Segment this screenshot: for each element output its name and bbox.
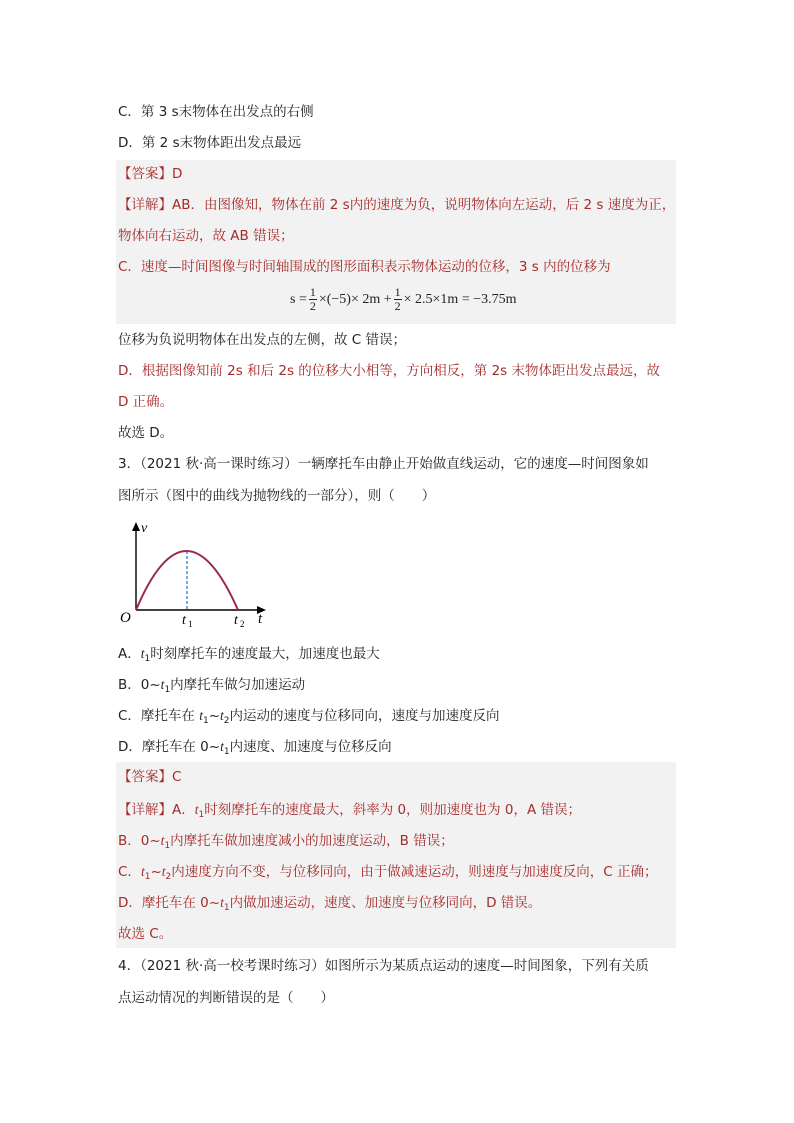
t-label: t (258, 611, 263, 627)
detail-text: AB．由图像知，物体在前 2 s内的速度为负，说明物体向左运动，后 2 s 速度为正， (172, 197, 676, 213)
q3-option-d: D．摩托车在 $0\sim t_1$内速度、加速度与位移反向 (118, 739, 392, 757)
q2-conclusion: 故选 D。 (118, 425, 174, 441)
q3-stem-1: 3．（2021 秋·高一课时练习）一辆摩托车由静止开始做直线运动，它的速度—时间图象如 (118, 456, 649, 472)
q4-stem-2: 点运动情况的判断错误的是（ ） (118, 990, 334, 1006)
answer-value: D (172, 166, 183, 182)
q2-detail-4: 位移为负说明物体在出发点的左侧，故 C 错误； (118, 332, 407, 348)
q3-detail-c: C．$t_1\sim t_2$内速度方向不变，与位移同向，由于做减速运动，则速度与加速度反向，C 正确； (118, 864, 658, 882)
q2-option-d: D．第 2 s末物体距出发点最远 (118, 135, 302, 151)
q3-detail-b: B．$0\sim t_1$内摩托车做加速度减小的加速度运动，B 错误； (118, 833, 454, 851)
detail-label: 【详解】 (118, 802, 172, 818)
q3-answer (118, 767, 181, 787)
q2-detail-5: D．根据图像知前 2s 和后 2s 的位移大小相等，方向相反，第 2s 末物体距出发点最远，故 (118, 363, 661, 379)
formula-mid1: ×(−5)× 2m + (318, 291, 392, 307)
q2-detail-3: C．速度—时间图像与时间轴围成的图形面积表示物体运动的位移，3 s 内的位移为 (118, 259, 611, 275)
q3-detail-a: 【详解】A．$t_1$时刻摩托车的速度最大，斜率为 0，则加速度也为 0，A 错误； (118, 802, 582, 820)
q2-detail-1 (118, 195, 675, 215)
q2-detail-6: D 正确。 (118, 394, 174, 410)
q2-answer (118, 164, 182, 184)
answer-label: 【答案】 (118, 769, 172, 785)
q3-option-b: B．$0\sim t_1$内摩托车做匀加速运动 (118, 677, 306, 695)
t2-label: t (234, 613, 238, 628)
answer-label: 【答案】 (118, 166, 172, 182)
v-axis-arrow (132, 522, 140, 531)
fraction-half: $\frac{1}{2}$ (394, 285, 401, 313)
detail-label: 【详解】 (118, 197, 172, 213)
q3-conclusion: 故选 C。 (118, 926, 173, 942)
origin-label: O (120, 610, 131, 626)
q3-vt-graph (116, 520, 276, 630)
q2-formula (290, 286, 517, 313)
answer-value: C (172, 769, 182, 785)
q3-option-a: A．$t_1$时刻摩托车的速度最大，加速度也最大 (118, 646, 380, 664)
q2-option-c: C．第 3 s末物体在出发点的右侧 (118, 104, 314, 120)
q3-stem-2: 图所示（图中的曲线为抛物线的一部分），则（ ） (118, 488, 436, 504)
formula-mid2: × 2.5×1m = −3.75m (403, 291, 517, 307)
q3-option-c: C．摩托车在 $t_1\sim t_2$内运动的速度与位移同向，速度与加速度反向 (118, 708, 500, 726)
v-label: v (141, 521, 148, 536)
fraction-half: $\frac{1}{2}$ (309, 285, 316, 313)
t1-label: t (182, 613, 186, 628)
q3-detail-d: D．摩托车在 $0\sim t_1$内做加速运动，速度、加速度与位移同向，D 错误。 (118, 895, 542, 913)
q4-stem-1: 4．（2021 秋·高一校考课时练习）如图所示为某质点运动的速度—时间图象，下列有关质 (118, 958, 649, 974)
formula-lhs: s = (290, 291, 307, 307)
t1-subscript: 1 (188, 619, 193, 629)
t2-subscript: 2 (240, 619, 245, 629)
q2-detail-2: 物体向右运动，故 AB 错误； (118, 228, 294, 244)
